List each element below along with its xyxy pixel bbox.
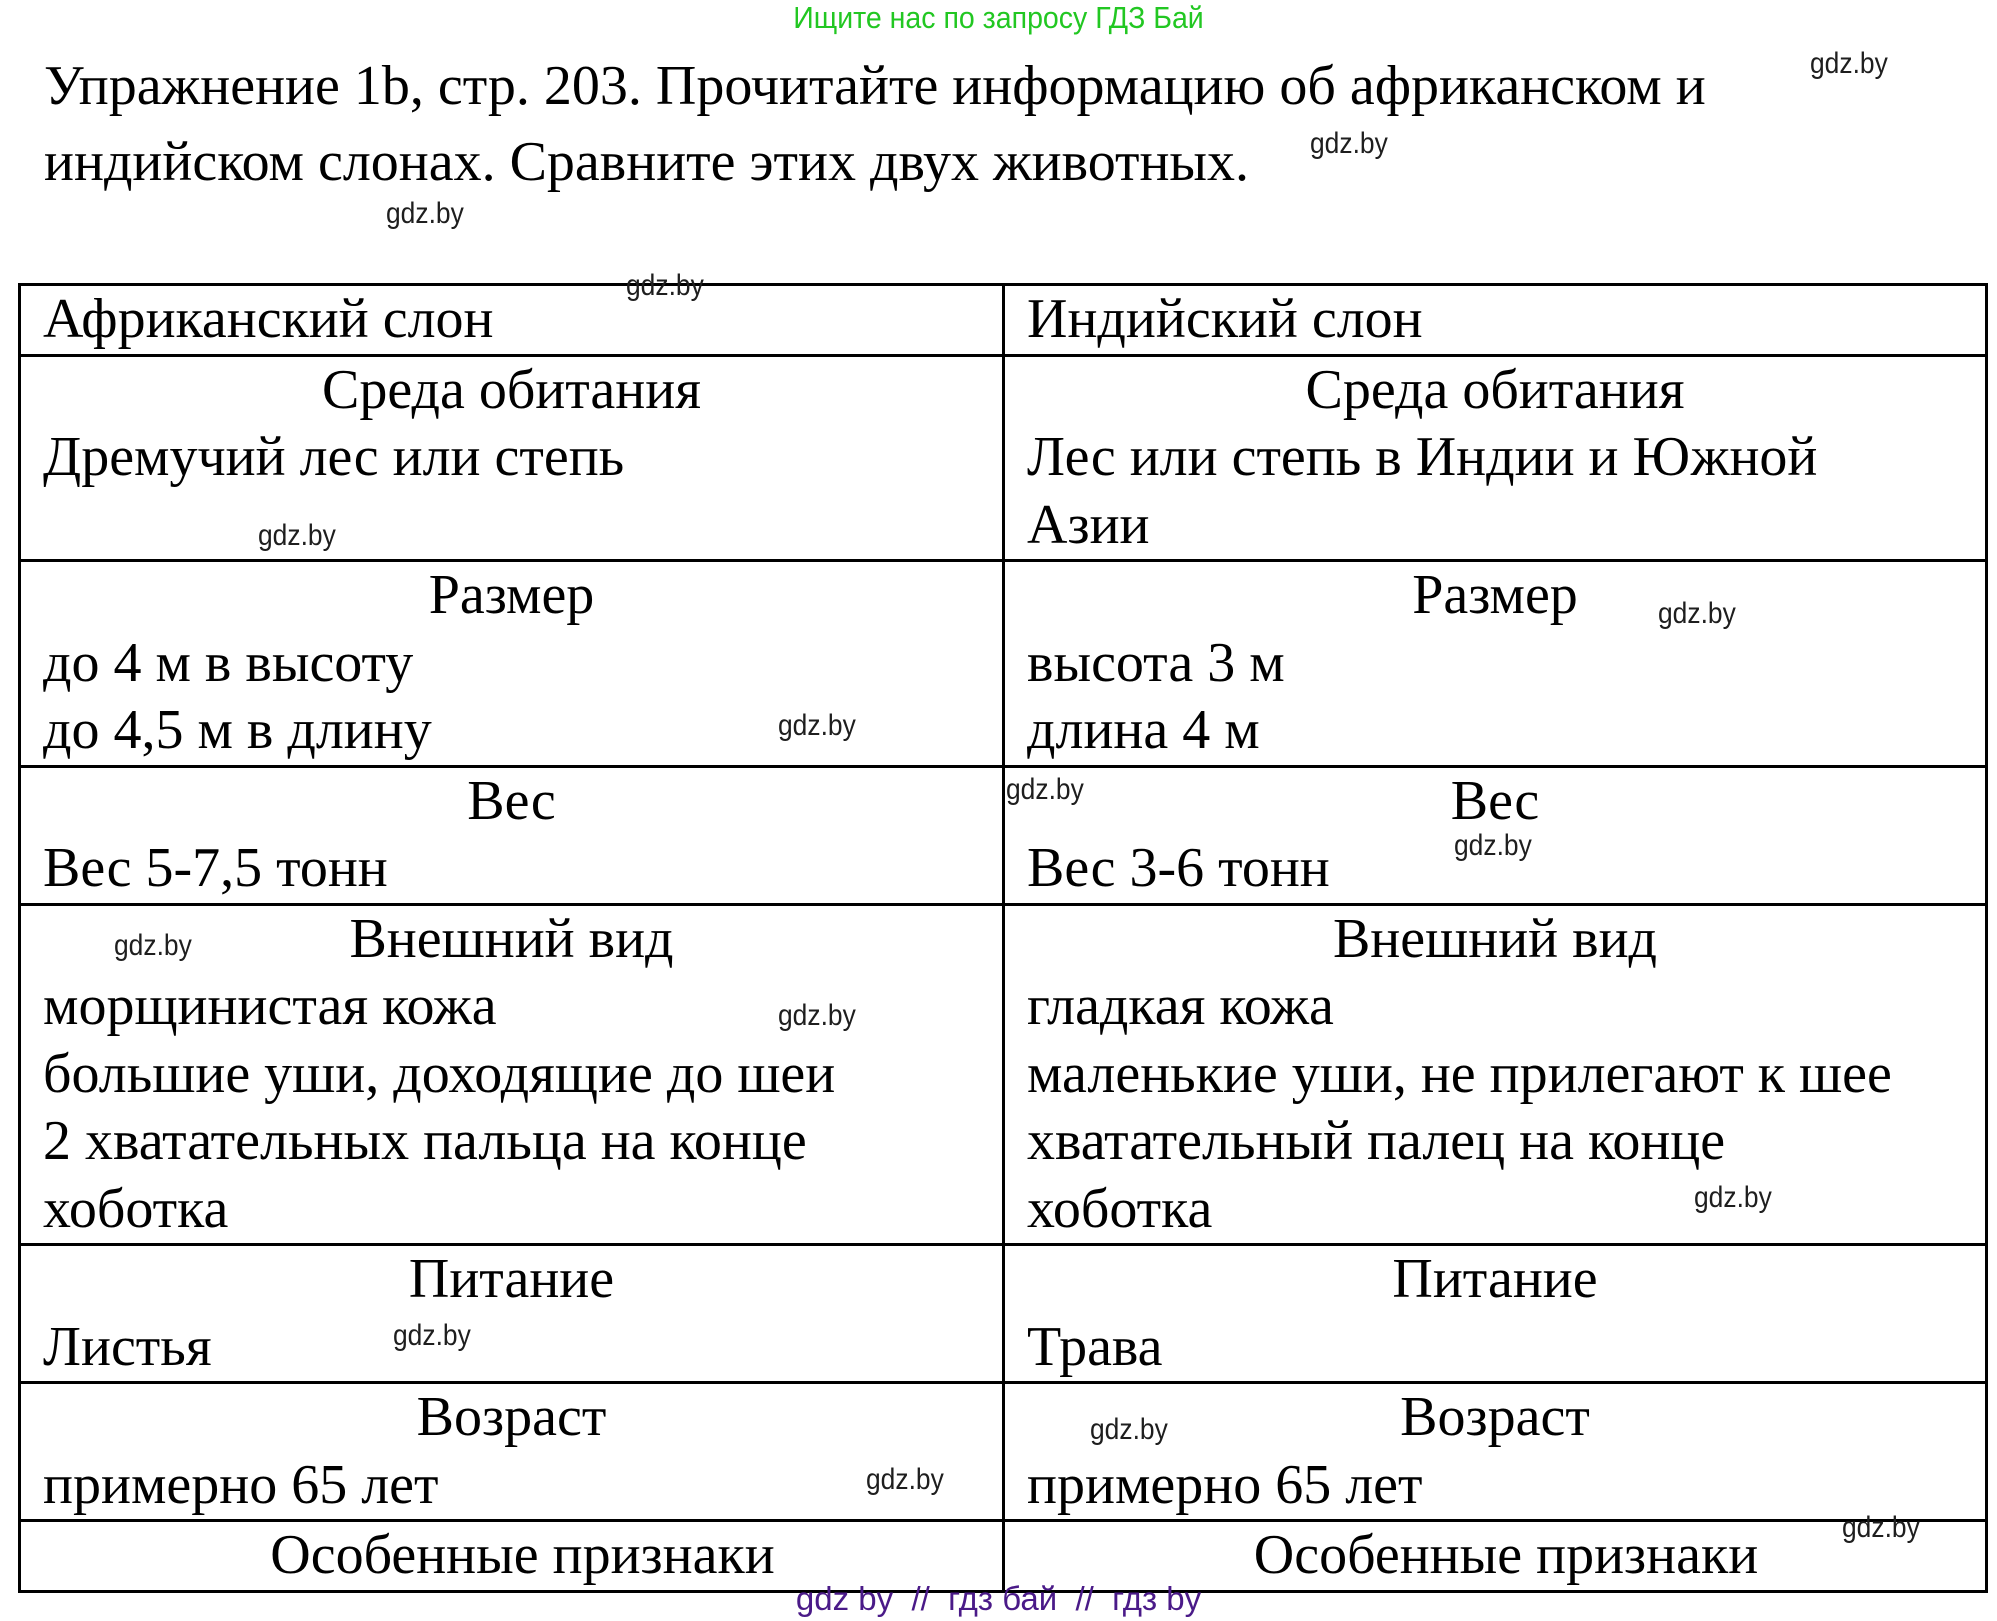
cell-text: Вес 3-6 тонн [1027,837,1330,899]
section-heading: Размер [1412,564,1578,626]
section-heading: Возраст [416,1386,607,1448]
cell-text: большие уши, доходящие до шеи [43,1042,836,1105]
cell-text: высота 3 м [1027,631,1285,694]
watermark: gdz.by [1842,1511,1920,1544]
watermark: gdz.by [1454,829,1532,862]
watermark: gdz.by [1810,47,1888,80]
exercise-title-line-1: Упражнение 1b, стр. 203. Прочитайте информацию об африканском и [44,55,1706,117]
footer-watermark: gdz by // гдз бай // гдз by [795,1580,1202,1617]
watermark: gdz.by [1694,1181,1772,1214]
section-heading: Вес [1450,769,1540,832]
column-header-african-label: Африканский слон [43,288,494,350]
indian-size-cell [1004,561,1987,767]
watermark: gdz.by [778,999,856,1032]
column-header-african [20,285,1004,356]
cell-text: Трава [1027,1315,1163,1378]
section-heading: Внешний вид [1332,907,1658,970]
cell-text: хватательный палец на конце [1027,1110,1726,1172]
watermark: gdz.by [393,1319,471,1352]
table-header-row [20,285,1987,356]
section-heading: Возраст [1400,1386,1590,1448]
section-heading: Особенные признаки [1253,1524,1759,1586]
cell-text: Лес или степь в Индии и Южной [1027,426,1818,488]
column-header-indian-label: Индийский слон [1027,288,1423,350]
watermark: gdz.by [386,197,464,230]
watermark: gdz.by [866,1463,944,1496]
cell-text: хоботка [1027,1177,1213,1240]
cell-text: хоботка [43,1177,229,1240]
african-age-cell [20,1383,1004,1521]
cell-text: Дремучий лес или степь [43,426,625,488]
watermark: gdz.by [778,709,856,742]
watermark: gdz.by [258,519,336,552]
cell-text: примерно 65 лет [1027,1453,1423,1516]
exercise-title-line-2: индийском слонах. Сравните этих двух животных. [44,131,1250,193]
exercise-title [44,48,1924,200]
african-food-cell [20,1245,1004,1383]
watermark: gdz.by [1658,597,1736,630]
watermark: gdz.by [1090,1413,1168,1446]
cell-text: морщинистая кожа [43,975,497,1037]
indian-habitat-cell [1004,355,1987,561]
section-heading: Среда обитания [322,358,701,421]
indian-appearance-cell [1004,904,1987,1245]
cell-text: 2 хватательных пальца на конце [43,1110,807,1172]
watermark: gdz.by [626,269,704,302]
cell-text: Вес 5-7,5 тонн [43,837,388,899]
table-row-size [20,561,1987,767]
cell-text: гладкая кожа [1027,975,1334,1037]
cell-text: Азии [1027,493,1150,556]
watermark: gdz.by [1006,773,1084,806]
table-row-food [20,1245,1987,1383]
table-row-age [20,1383,1987,1521]
african-habitat-cell [20,355,1004,561]
section-heading: Внешний вид [349,907,674,970]
cell-text: длина 4 м [1027,699,1260,761]
watermark: gdz.by [114,929,192,962]
african-size-cell [20,561,1004,767]
search-hint-banner: Ищите нас по запросу ГДЗ Бай [793,0,1204,35]
elephant-comparison-table [18,283,1988,1593]
section-heading: Питание [408,1248,615,1310]
cell-text: маленькие уши, не прилегают к шее [1027,1042,1892,1105]
indian-food-cell [1004,1245,1987,1383]
section-heading: Вес [467,769,556,832]
section-heading: Размер [428,564,595,626]
african-weight-cell [20,766,1004,904]
section-heading: Среда обитания [1305,358,1685,421]
column-header-indian [1004,285,1987,356]
section-heading: Питание [1392,1248,1598,1310]
cell-text: до 4,5 м в длину [43,699,432,761]
cell-text: примерно 65 лет [43,1453,439,1516]
indian-age-cell [1004,1383,1987,1521]
table-row-weight [20,766,1987,904]
cell-text: до 4 м в высоту [43,631,414,694]
cell-text: Листья [43,1315,212,1378]
watermark: gdz.by [1310,127,1388,160]
table-row-appearance [20,904,1987,1245]
section-heading: Особенные признаки [270,1524,775,1586]
